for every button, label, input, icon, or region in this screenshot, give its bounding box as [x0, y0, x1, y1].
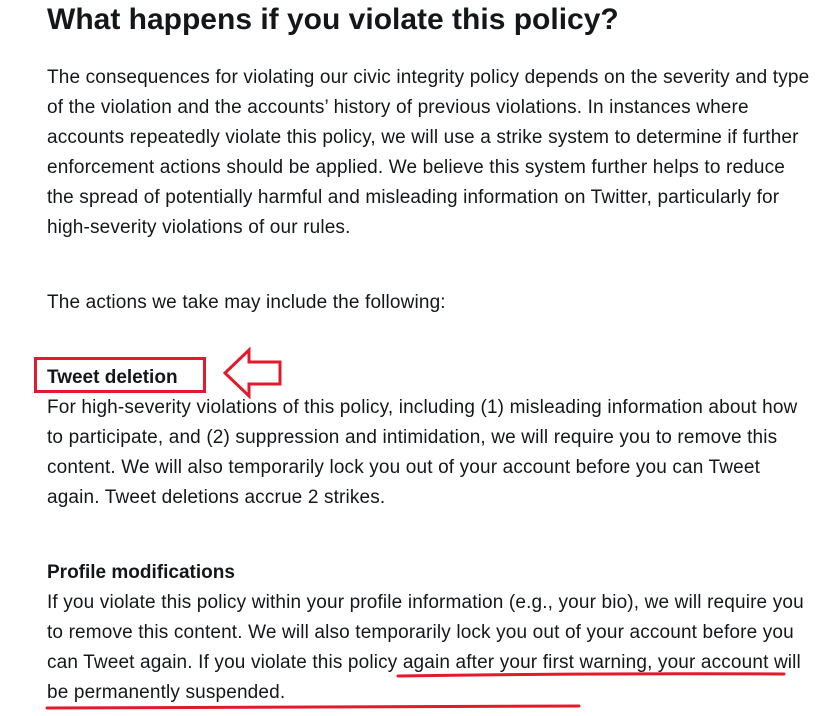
- profile-modifications-body: [47, 588, 817, 708]
- annotation-highlight-box: [34, 357, 206, 393]
- profile-body-end: .: [279, 682, 286, 703]
- profile-body-start: If you violate this policy within your profile information (e.g., your bio), we will require you to remove this content. We will also temporarily lock you out of your account before you can Tweet again.: [47, 592, 804, 673]
- tweet-deletion-heading: Tweet deletion: [47, 367, 178, 388]
- intro-paragraph: The consequences for violating our civic integrity policy depends on the severity and type of the violation and the accounts’ history of previous violations. In instances where accounts repeatedly violate this policy, we will use a strike system to determine if further enforcement actions should be applied. We believe this system further helps to reduce the spread of potentially harmful and misleading information on Twitter, particularly for high-severity violations of our rules.: [47, 67, 810, 238]
- tweet-deletion-body: For high-severity violations of this policy, including (1) misleading information about how to participate, and (2) suppression and intimidation, we will require you to remove this content. We will also temporarily lock you out of your account before you can Tweet again. Tweet deletions accrue 2 strikes.: [47, 397, 798, 508]
- profile-body-underlined: If you violate this policy again after your first warning, your account will be permanently suspended: [47, 652, 801, 703]
- profile-modifications-heading: Profile modifications: [47, 562, 235, 583]
- section-heading: What happens if you violate this policy?: [47, 3, 619, 36]
- actions-intro-text: The actions we take may include the following:: [47, 292, 446, 313]
- annotation-arrow-icon: [222, 347, 284, 399]
